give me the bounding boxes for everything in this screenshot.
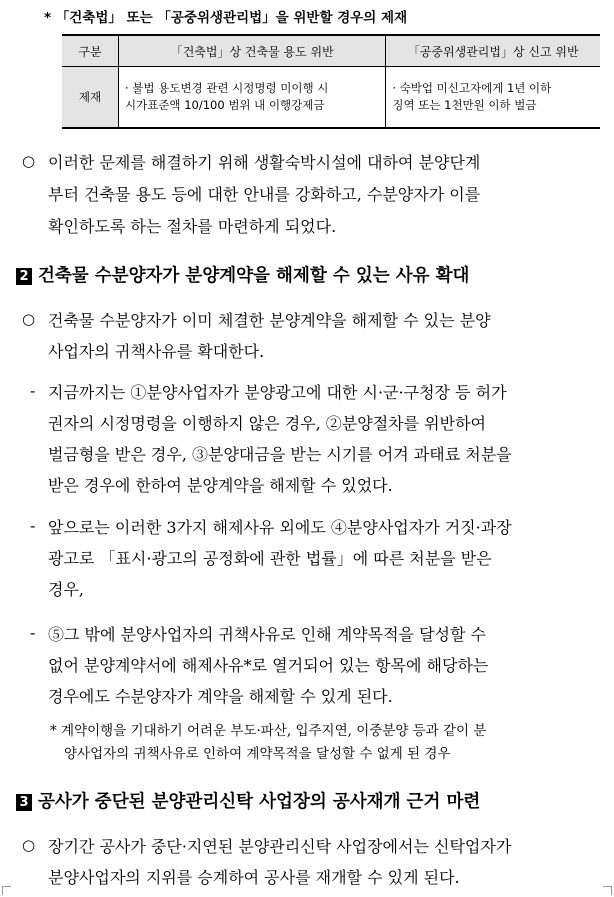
section-3-number: 3 <box>16 794 32 811</box>
sanction-note-title: * 「건축법」 또는 「공중위생관리법」을 위반할 경우의 제재 <box>44 10 408 26</box>
footnote-line-2: 양사업자의 귀책사유로 인하여 계약목적을 달성할 수 없게 된 경우 <box>64 746 451 762</box>
dash-bullet-icon: - <box>30 517 36 535</box>
table-header-row <box>62 35 600 67</box>
building-act-line-1: · 불법 용도변경 관련 시정명령 미이행 시 <box>125 81 329 95</box>
sub3-line-2: 없어 분양계약서에 해제사유*로 열거되어 있는 항목에 해당하는 <box>48 656 489 675</box>
circle-bullet-icon: ○ <box>22 152 36 170</box>
footnote-line-1: * 계약이행을 기대하기 어려운 부도·파산, 입주지연, 이중분양 등과 같이 분 <box>50 723 487 739</box>
table-header-category: 구분 <box>62 35 119 67</box>
sub3-line-1: ⑤그 밖에 분양사업자의 귀책사유로 인해 계약목적을 달성할 수 <box>48 625 487 644</box>
table-row-label: 제재 <box>62 67 119 129</box>
sub2-line-2: 광고로 「표시·광고의 공정화에 관한 법률」에 따른 처분을 받은 <box>48 549 492 568</box>
sub1-line-3: 벌금형을 받은 경우, ③분양대금을 받는 시기를 어겨 과태료 처분을 <box>48 445 512 464</box>
building-act-sanction <box>119 67 386 129</box>
section-2-number: 2 <box>16 268 32 285</box>
sub3-line-3: 경우에도 수분양자가 계약을 해제할 수 있게 된다. <box>48 687 393 706</box>
para1-line-2: 부터 건축물 용도 등에 대한 안내를 강화하고, 수분양자가 이를 <box>48 185 481 204</box>
dash-bullet-icon: - <box>30 382 36 400</box>
page-corner-mark-left <box>2 886 11 895</box>
sub1-line-4: 받은 경우에 한하여 분양계약을 해제할 수 있었다. <box>48 476 393 495</box>
sub2-line-3: 경우, <box>48 580 84 599</box>
section-2-title: 건축물 수분양자가 분양계약을 해제할 수 있는 사유 확대 <box>38 266 470 286</box>
hygiene-act-line-1: · 숙박업 미신고자에게 1년 이하 <box>392 81 552 95</box>
table-row <box>62 67 600 129</box>
page-corner-mark-right <box>603 886 612 895</box>
dash-bullet-icon: - <box>30 624 36 642</box>
section-3-heading <box>16 788 480 813</box>
hygiene-act-line-2: 징역 또는 1천만원 이하 벌금 <box>392 98 537 112</box>
para1-line-1: 이러한 문제를 해결하기 위해 생활숙박시설에 대하여 분양단계 <box>48 153 481 172</box>
table-header-building-act: 「건축법」상 건축물 용도 위반 <box>119 35 386 67</box>
building-act-line-2: 시가표준액 10/100 범위 내 이행강제금 <box>125 98 325 112</box>
section-3-title: 공사가 중단된 분양관리신탁 사업장의 공사재개 근거 마련 <box>38 792 481 812</box>
para1-line-3: 확인하도록 하는 절차를 마련하게 되었다. <box>48 217 337 236</box>
table-header-hygiene-act: 「공중위생관리법」상 신고 위반 <box>386 35 600 67</box>
sub1-line-1: 지금까지는 ①분양사업자가 분양광고에 대한 시·군·구청장 등 허가 <box>48 383 507 402</box>
sub1-line-2: 권자의 시정명령을 이행하지 않은 경우, ②분양절차를 위반하여 <box>48 414 487 433</box>
section-2-para-line-1: 건축물 수분양자가 이미 체결한 분양계약을 해제할 수 있는 분양 <box>48 311 491 330</box>
sub2-line-1: 앞으로는 이러한 3가지 해제사유 외에도 ④분양사업자가 거짓·과장 <box>48 518 512 537</box>
section-3-para-line-1: 장기간 공사가 중단·지연된 분양관리신탁 사업장에서는 신탁업자가 <box>48 837 512 856</box>
hygiene-act-sanction <box>386 67 600 129</box>
sanction-table <box>62 34 600 129</box>
section-2-heading <box>16 262 469 287</box>
section-2-para-line-2: 사업자의 귀책사유를 확대한다. <box>48 342 265 361</box>
section-3-para-line-2: 분양사업자의 지위를 승계하여 공사를 재개할 수 있게 된다. <box>48 868 460 887</box>
circle-bullet-icon: ○ <box>22 836 36 854</box>
circle-bullet-icon: ○ <box>22 310 36 328</box>
